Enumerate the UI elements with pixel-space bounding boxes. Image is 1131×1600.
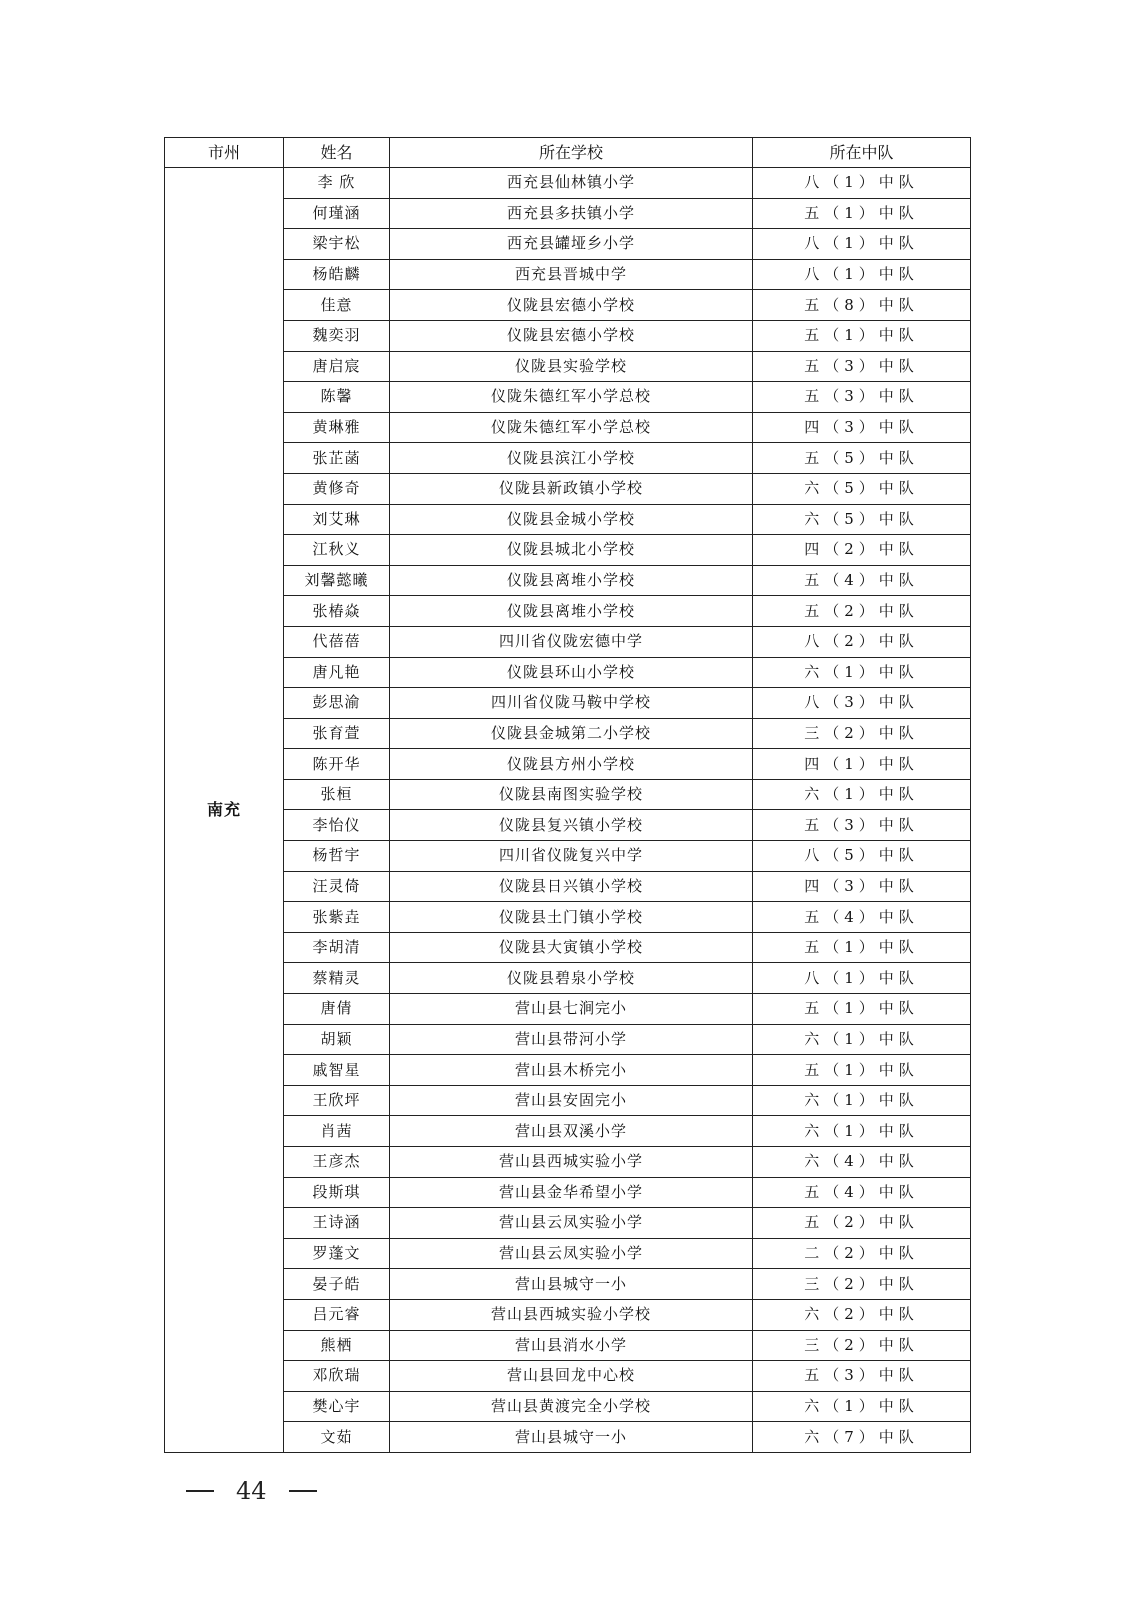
school-cell: 四川省仪陇宏德中学 [390, 626, 753, 657]
roster-body [165, 168, 971, 1453]
squad-cell: 八（2）中队 [753, 626, 971, 657]
name-cell: 王彦杰 [284, 1147, 390, 1178]
header-squad: 所在中队 [753, 138, 971, 168]
name-cell: 何瑾涵 [284, 198, 390, 229]
squad-cell: 三（2）中队 [753, 718, 971, 749]
table-row [165, 1055, 971, 1086]
table-row [165, 1116, 971, 1147]
name-cell: 唐倩 [284, 994, 390, 1025]
table-row [165, 443, 971, 474]
table-row [165, 902, 971, 933]
school-cell: 仪陇县宏德小学校 [390, 320, 753, 351]
name-cell: 代蓓蓓 [284, 626, 390, 657]
squad-cell: 五（3）中队 [753, 351, 971, 382]
table-row [165, 473, 971, 504]
name-cell: 张芷菡 [284, 443, 390, 474]
squad-cell: 五（3）中队 [753, 382, 971, 413]
squad-cell: 八（1）中队 [753, 229, 971, 260]
name-cell: 唐凡艳 [284, 657, 390, 688]
squad-cell: 五（1）中队 [753, 994, 971, 1025]
name-cell: 王欣坪 [284, 1085, 390, 1116]
table-row [165, 168, 971, 199]
table-row [165, 565, 971, 596]
header-city: 市州 [165, 138, 284, 168]
table-row [165, 932, 971, 963]
name-cell: 段斯琪 [284, 1177, 390, 1208]
table-row [165, 1422, 971, 1453]
school-cell: 营山县城守一小 [390, 1422, 753, 1453]
table-row [165, 810, 971, 841]
table-row [165, 1085, 971, 1116]
school-cell: 仪陇县离堆小学校 [390, 596, 753, 627]
squad-cell: 六（1）中队 [753, 1024, 971, 1055]
table-row [165, 1177, 971, 1208]
squad-cell: 五（3）中队 [753, 810, 971, 841]
squad-cell: 八（1）中队 [753, 259, 971, 290]
squad-cell: 五（4）中队 [753, 902, 971, 933]
table-row [165, 504, 971, 535]
table-row [165, 229, 971, 260]
squad-cell: 三（2）中队 [753, 1330, 971, 1361]
name-cell: 江秋义 [284, 535, 390, 566]
school-cell: 营山县黄渡完全小学校 [390, 1391, 753, 1422]
table-row [165, 1361, 971, 1392]
name-cell: 唐启宸 [284, 351, 390, 382]
school-cell: 营山县消水小学 [390, 1330, 753, 1361]
table-row [165, 351, 971, 382]
city-cell: 南充 [165, 168, 284, 1453]
table-row [165, 994, 971, 1025]
squad-cell: 四（3）中队 [753, 871, 971, 902]
school-cell: 营山县回龙中心校 [390, 1361, 753, 1392]
squad-cell: 五（3）中队 [753, 1361, 971, 1392]
table-row [165, 535, 971, 566]
squad-cell: 八（1）中队 [753, 963, 971, 994]
school-cell: 仪陇县南图实验学校 [390, 779, 753, 810]
school-cell: 营山县双溪小学 [390, 1116, 753, 1147]
school-cell: 营山县木桥完小 [390, 1055, 753, 1086]
table-row [165, 1269, 971, 1300]
squad-cell: 六（5）中队 [753, 473, 971, 504]
name-cell: 张紫垚 [284, 902, 390, 933]
school-cell: 营山县城守一小 [390, 1269, 753, 1300]
squad-cell: 六（1）中队 [753, 657, 971, 688]
school-cell: 仪陇县实验学校 [390, 351, 753, 382]
footer-dash-left [186, 1490, 214, 1492]
squad-cell: 八（1）中队 [753, 168, 971, 199]
table-row [165, 198, 971, 229]
table-row [165, 1024, 971, 1055]
school-cell: 营山县带河小学 [390, 1024, 753, 1055]
table-row [165, 1238, 971, 1269]
school-cell: 西充县仙林镇小学 [390, 168, 753, 199]
squad-cell: 六（1）中队 [753, 1085, 971, 1116]
table-row [165, 596, 971, 627]
table-row [165, 1299, 971, 1330]
name-cell: 陈开华 [284, 749, 390, 780]
header-school: 所在学校 [390, 138, 753, 168]
table-row [165, 1391, 971, 1422]
name-cell: 张椿焱 [284, 596, 390, 627]
squad-cell: 六（1）中队 [753, 779, 971, 810]
school-cell: 仪陇县离堆小学校 [390, 565, 753, 596]
squad-cell: 五（1）中队 [753, 932, 971, 963]
school-cell: 仪陇县宏德小学校 [390, 290, 753, 321]
squad-cell: 五（1）中队 [753, 320, 971, 351]
name-cell: 李怡仪 [284, 810, 390, 841]
squad-cell: 四（1）中队 [753, 749, 971, 780]
name-cell: 肖茜 [284, 1116, 390, 1147]
table-row [165, 1147, 971, 1178]
table-row [165, 1330, 971, 1361]
school-cell: 仪陇县复兴镇小学校 [390, 810, 753, 841]
squad-cell: 二（2）中队 [753, 1238, 971, 1269]
name-cell: 熊栖 [284, 1330, 390, 1361]
name-cell: 彭思渝 [284, 688, 390, 719]
table-row [165, 779, 971, 810]
name-cell: 刘馨懿曦 [284, 565, 390, 596]
name-cell: 王诗涵 [284, 1208, 390, 1239]
name-cell: 杨皓麟 [284, 259, 390, 290]
school-cell: 仪陇县碧泉小学校 [390, 963, 753, 994]
squad-cell: 四（2）中队 [753, 535, 971, 566]
school-cell: 仪陇县金城第二小学校 [390, 718, 753, 749]
school-cell: 西充县多扶镇小学 [390, 198, 753, 229]
name-cell: 罗蓬文 [284, 1238, 390, 1269]
squad-cell: 五（5）中队 [753, 443, 971, 474]
school-cell: 营山县七涧完小 [390, 994, 753, 1025]
school-cell: 营山县安固完小 [390, 1085, 753, 1116]
name-cell: 魏奕羽 [284, 320, 390, 351]
squad-cell: 五（4）中队 [753, 565, 971, 596]
squad-cell: 六（2）中队 [753, 1299, 971, 1330]
table-row [165, 626, 971, 657]
table-row [165, 871, 971, 902]
squad-cell: 四（3）中队 [753, 412, 971, 443]
squad-cell: 五（4）中队 [753, 1177, 971, 1208]
name-cell: 文茹 [284, 1422, 390, 1453]
squad-cell: 五（1）中队 [753, 198, 971, 229]
school-cell: 西充县晋城中学 [390, 259, 753, 290]
school-cell: 仪陇县城北小学校 [390, 535, 753, 566]
name-cell: 李 欣 [284, 168, 390, 199]
table-row [165, 290, 971, 321]
roster-table [164, 137, 971, 1453]
footer-dash-right [289, 1490, 317, 1492]
school-cell: 四川省仪陇马鞍中学校 [390, 688, 753, 719]
header-name: 姓名 [284, 138, 390, 168]
school-cell: 仪陇县大寅镇小学校 [390, 932, 753, 963]
table-row [165, 841, 971, 872]
name-cell: 杨哲宇 [284, 841, 390, 872]
table-row [165, 259, 971, 290]
table-row [165, 412, 971, 443]
header-row [165, 138, 971, 168]
name-cell: 黄修奇 [284, 473, 390, 504]
name-cell: 蔡精灵 [284, 963, 390, 994]
name-cell: 梁宇松 [284, 229, 390, 260]
squad-cell: 五（8）中队 [753, 290, 971, 321]
school-cell: 仪陇朱德红军小学总校 [390, 382, 753, 413]
school-cell: 仪陇县环山小学校 [390, 657, 753, 688]
squad-cell: 六（1）中队 [753, 1116, 971, 1147]
name-cell: 张桓 [284, 779, 390, 810]
name-cell: 张育萱 [284, 718, 390, 749]
table-row [165, 749, 971, 780]
squad-cell: 八（5）中队 [753, 841, 971, 872]
school-cell: 营山县云凤实验小学 [390, 1238, 753, 1269]
table-row [165, 320, 971, 351]
school-cell: 西充县罐垭乡小学 [390, 229, 753, 260]
name-cell: 汪灵倚 [284, 871, 390, 902]
school-cell: 营山县西城实验小学校 [390, 1299, 753, 1330]
table-row [165, 963, 971, 994]
school-cell: 营山县西城实验小学 [390, 1147, 753, 1178]
name-cell: 黄琳雅 [284, 412, 390, 443]
squad-cell: 五（2）中队 [753, 596, 971, 627]
name-cell: 佳意 [284, 290, 390, 321]
name-cell: 戚智星 [284, 1055, 390, 1086]
squad-cell: 六（4）中队 [753, 1147, 971, 1178]
table-row [165, 688, 971, 719]
name-cell: 李胡清 [284, 932, 390, 963]
squad-cell: 六（7）中队 [753, 1422, 971, 1453]
school-cell: 仪陇县新政镇小学校 [390, 473, 753, 504]
name-cell: 邓欣瑞 [284, 1361, 390, 1392]
table-row [165, 382, 971, 413]
squad-cell: 三（2）中队 [753, 1269, 971, 1300]
squad-cell: 五（1）中队 [753, 1055, 971, 1086]
squad-cell: 五（2）中队 [753, 1208, 971, 1239]
school-cell: 营山县金华希望小学 [390, 1177, 753, 1208]
school-cell: 仪陇县金城小学校 [390, 504, 753, 535]
school-cell: 营山县云凤实验小学 [390, 1208, 753, 1239]
squad-cell: 六（5）中队 [753, 504, 971, 535]
name-cell: 吕元睿 [284, 1299, 390, 1330]
page-footer [186, 1477, 317, 1505]
school-cell: 仪陇县日兴镇小学校 [390, 871, 753, 902]
school-cell: 四川省仪陇复兴中学 [390, 841, 753, 872]
name-cell: 樊心宇 [284, 1391, 390, 1422]
squad-cell: 八（3）中队 [753, 688, 971, 719]
table-row [165, 1208, 971, 1239]
name-cell: 胡颖 [284, 1024, 390, 1055]
table-row [165, 657, 971, 688]
name-cell: 陈馨 [284, 382, 390, 413]
school-cell: 仪陇朱德红军小学总校 [390, 412, 753, 443]
school-cell: 仪陇县方州小学校 [390, 749, 753, 780]
name-cell: 晏子皓 [284, 1269, 390, 1300]
squad-cell: 六（1）中队 [753, 1391, 971, 1422]
name-cell: 刘艾琳 [284, 504, 390, 535]
table-row [165, 718, 971, 749]
school-cell: 仪陇县滨江小学校 [390, 443, 753, 474]
page-number: 44 [236, 1477, 267, 1505]
school-cell: 仪陇县土门镇小学校 [390, 902, 753, 933]
